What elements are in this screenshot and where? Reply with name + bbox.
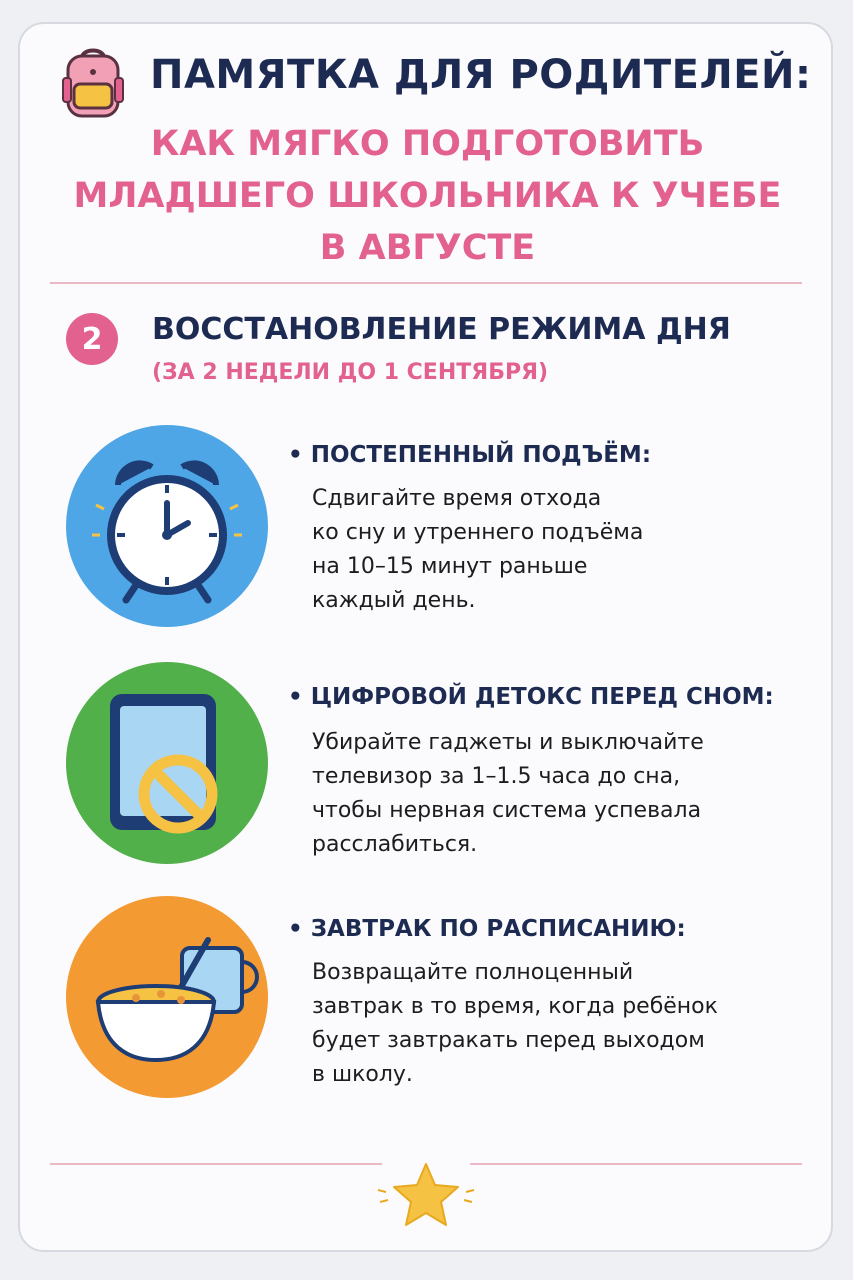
- page-subtitle: [60, 118, 795, 274]
- subtitle-line-2: МЛАДШЕГО ШКОЛЬНИКА К УЧЕБЕ: [73, 176, 782, 216]
- item-3-text: Возвращайте полноценный завтрак в то время, когда ребёнок будет завтракать перед выходом в школу.: [312, 960, 718, 1087]
- subtitle-line-3: В АВГУСТЕ: [319, 228, 536, 268]
- item-3-heading: • ЗАВТРАК ПО РАСПИСАНИЮ:: [288, 916, 686, 942]
- item-1-text: Сдвигайте время отхода ко сну и утреннего подъёма на 10–15 минут раньше каждый день.: [312, 486, 644, 613]
- item-1-heading-text: ПОСТЕПЕННЫЙ ПОДЪЁМ:: [310, 442, 652, 468]
- item-2-text: Убирайте гаджеты и выключайте телевизор за 1–1.5 часа до сна, чтобы нервная система успевала расслабиться.: [312, 730, 704, 857]
- item-3-heading-text: ЗАВТРАК ПО РАСПИСАНИЮ:: [310, 916, 686, 942]
- item-1-heading: • ПОСТЕПЕННЫЙ ПОДЪЁМ:: [288, 442, 652, 468]
- divider-top: [50, 282, 802, 284]
- star-icon: [372, 1160, 480, 1230]
- item-1-illustration: [66, 425, 268, 627]
- section-number-badge: 2: [66, 313, 118, 365]
- divider-bottom-right: [470, 1163, 802, 1165]
- page-title: ПАМЯТКА ДЛЯ РОДИТЕЛЕЙ:: [150, 52, 812, 98]
- section-subtitle: (ЗА 2 НЕДЕЛИ ДО 1 СЕНТЯБРЯ): [152, 360, 549, 385]
- subtitle-line-1: КАК МЯГКО ПОДГОТОВИТЬ: [150, 124, 705, 164]
- item-3-illustration: [66, 896, 268, 1098]
- alarm-clock-icon: [66, 425, 268, 627]
- item-2-illustration: [66, 662, 268, 864]
- no-tablet-icon: [66, 662, 268, 864]
- section-title: ВОССТАНОВЛЕНИЕ РЕЖИМА ДНЯ: [152, 312, 731, 347]
- item-2-heading-text: ЦИФРОВОЙ ДЕТОКС ПЕРЕД СНОМ:: [310, 684, 774, 710]
- item-2-heading: • ЦИФРОВОЙ ДЕТОКС ПЕРЕД СНОМ:: [288, 684, 774, 710]
- breakfast-bowl-icon: [66, 896, 268, 1098]
- backpack-icon: [60, 44, 126, 120]
- divider-bottom-left: [50, 1163, 382, 1165]
